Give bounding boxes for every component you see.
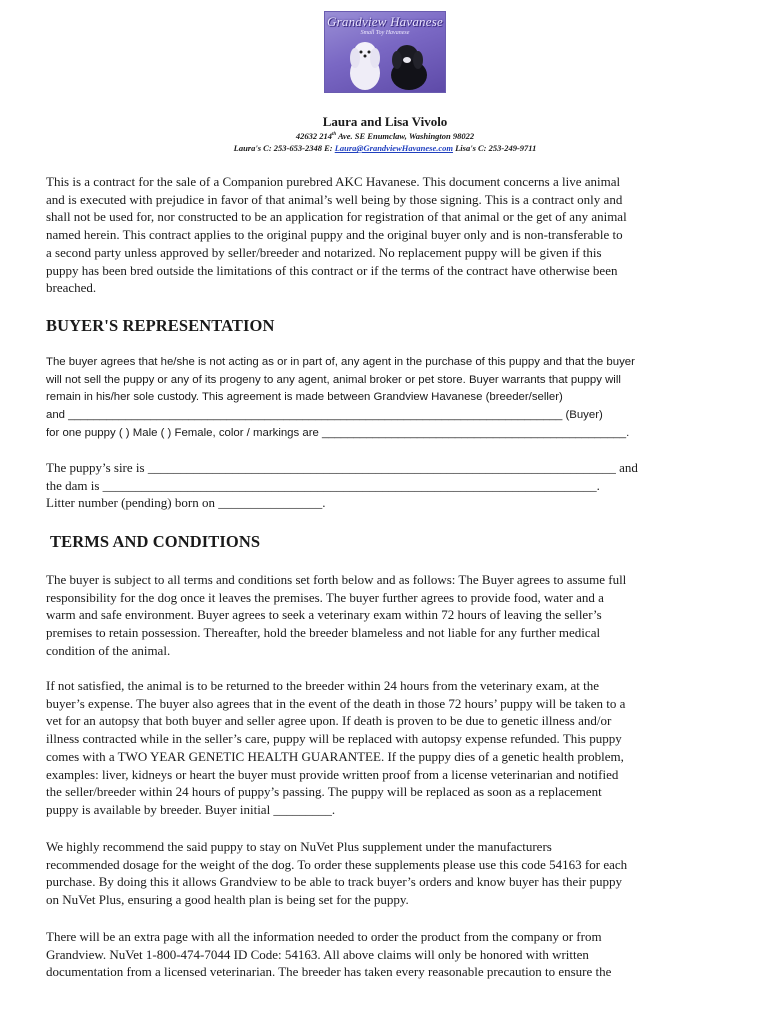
terms-heading: TERMS AND CONDITIONS [50, 532, 261, 551]
black-dog-icon [385, 42, 431, 92]
terms-paragraph-2: If not satisfied, the animal is to be returned to the breeder within 24 hours from the veterinary exam, at the buyer’s expense. The buyer also agrees that in the event of the death in those 72 hours’ puppy will be taken to a vet for an autopsy that both buyer and seller agree upon. If death is proven to be due to genetic illness and/or illness contracted while in the seller’s care, puppy will be replaced with autopsy expense refunded. This puppy comes with a TWO YEAR GENETIC HEALTH GUARANTEE. If the puppy dies of a genetic health problem, examples: liver, kidneys or heart the buyer must provide written proof from a license veterinarian and notified the seller/breeder within 24 hours of puppy’s passing. The puppy will be replaced as soon as a replacement puppy is available by breeder. Buyer initial _________. [46, 678, 626, 817]
breeder-contact: Laura's C: 253-653-2348 E: Laura@GrandviewHavanese.com Lisa's C: 253-249-9711 [233, 143, 537, 153]
intro-paragraph: This is a contract for the sale of a Companion purebred AKC Havanese. This document concerns a live animal and is executed with prejudice in favor of that animal’s well being by those signing. This is a contract only and shall not be used for, nor constructed to be an application for registration of that animal or the get of any animal named herein. This contract applies to the original puppy and the original buyer only and is non-transferable to a second party unless approved by seller/breeder and notarized. No replacement puppy will be given if this puppy has been bred outside the limitations of this contract or if the terms of the contract have otherwise been breached. [46, 174, 627, 296]
sire-dam-section: The puppy’s sire is ________________________________________________________________________ and the dam is ____________________________________________________________________________. Litter number (pending) born on ________________. [46, 460, 638, 511]
buyers-representation-heading: BUYER'S REPRESENTATION [46, 316, 275, 335]
email-link[interactable]: Laura@GrandviewHavanese.com [334, 143, 453, 153]
white-dog-icon [345, 38, 385, 92]
logo-subtitle: Small Toy Havanese [360, 30, 410, 36]
terms-paragraph-1: The buyer is subject to all terms and conditions set forth below and as follows: The Buyer agrees to assume full responsibility for the dog once it leaves the premises. The buyer further agrees to provide food, water and a warm and safe environment. Buyer agrees to seek a veterinary exam within 72 hours of leaving the seller’s premises to retain possession. Thereafter, hold the breeder blameless and not liable for any further medical condition of the animal. [46, 572, 627, 658]
terms-paragraph-3: We highly recommend the said puppy to stay on NuVet Plus supplement under the manufacturers recommended dosage for the weight of the dog. To order these supplements please use this code 54163 for each purchase. By doing this it allows Grandview to be able to track buyer’s orders and know buyer has their puppy on NuVet Plus, ensuring a good health plan is being set for the puppy. [46, 839, 628, 908]
logo-title: Grandview Havanese [327, 14, 443, 29]
breeder-names: Laura and Lisa Vivolo [322, 114, 448, 129]
logo [324, 11, 446, 93]
terms-paragraph-4: There will be an extra page with all the information needed to order the product from the company or from Grandview. NuVet 1-800-474-7044 ID Code: 54163. All above claims will only be honored with written documentation from a licensed veterinarian. The breeder has taken every reasonable precaution to ensure the [46, 929, 612, 980]
breeder-address: 42632 214th Ave. SE Enumclaw, Washington 98022 [295, 131, 475, 141]
buyers-representation-text: The buyer agrees that he/she is not acting as or in part of, any agent in the purchase of this puppy and that the buyer will not sell the puppy or any of its progeny to any agent, animal broker or pet store. Buyer warrants that puppy will remain in his/her sole custody. This agreement is made between Grandview Havanese (breeder/seller) and ______________________________________________________________________________ (Buyer) for one puppy ( ) Male ( ) Female, color / markings are ________________________________________________. [46, 356, 635, 439]
